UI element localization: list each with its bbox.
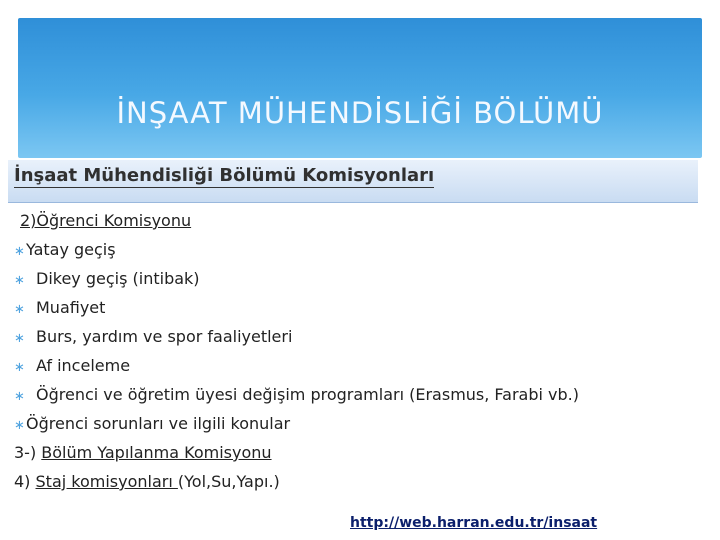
item-3 (14, 438, 704, 467)
list-item (14, 235, 704, 264)
list-item-text: Burs, yardım ve spor faaliyetleri (36, 327, 293, 346)
bullet-icon: ∗ (14, 331, 25, 346)
item-3-prefix: 3-) (14, 443, 42, 462)
list-item-text: Dikey geçiş (intibak) (36, 269, 200, 288)
bullet-icon: ∗ (14, 360, 25, 375)
item-4-link-text[interactable]: Staj komisyonları (35, 472, 178, 491)
list-item (14, 322, 704, 351)
list-item-text: Af inceleme (36, 356, 131, 375)
section-heading (14, 206, 704, 235)
bullet-icon: ∗ (14, 273, 25, 288)
item-4 (14, 467, 704, 496)
list-item (14, 409, 704, 438)
content-list (14, 206, 704, 496)
heading-text: 2)Öğrenci Komisyonu (20, 211, 192, 230)
item-3-link-text[interactable]: Bölüm Yapılanma Komisyonu (41, 443, 272, 462)
list-item-text: Öğrenci ve öğretim üyesi değişim programları (Erasmus, Farabi vb.) (36, 385, 579, 404)
list-item-text: Öğrenci sorunları ve ilgili konular (26, 414, 291, 433)
title-band (18, 18, 702, 158)
list-item (14, 380, 704, 409)
bullet-icon: ∗ (14, 418, 25, 433)
item-4-prefix: 4) (14, 472, 36, 491)
list-item-text: Yatay geçiş (26, 240, 116, 259)
bullet-icon: ∗ (14, 389, 25, 404)
bullet-icon: ∗ (14, 244, 25, 259)
bullet-icon: ∗ (14, 302, 25, 317)
website-link[interactable]: http://web.harran.edu.tr/insaat (350, 515, 598, 531)
slide-subtitle: İnşaat Mühendisliği Bölümü Komisyonları (14, 165, 435, 186)
list-item (14, 264, 704, 293)
list-item-text: Muafiyet (36, 298, 106, 317)
list-item (14, 351, 704, 380)
item-4-suffix: (Yol,Su,Yapı.) (177, 472, 280, 491)
list-item (14, 293, 704, 322)
slide-title: İNŞAAT MÜHENDİSLİĞİ BÖLÜMÜ (116, 96, 604, 130)
